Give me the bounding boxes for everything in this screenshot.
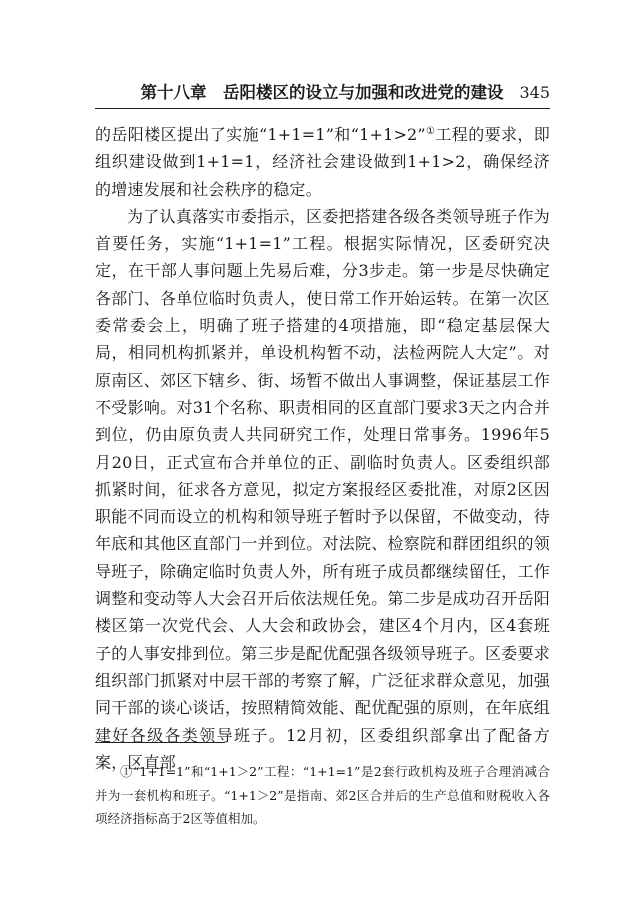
footnote-text: ①“1+1=1”和“1+1＞2”工程：“1+1=1”是2套行政机构及班子合理消减合并为一套机构和班子。“1+1＞2”是指南、郊2区合并后的生产总值和财税收入各项经济指标高于2区等值相加。: [95, 764, 550, 826]
chapter-title: 第十八章 岳阳楼区的设立与加强和改进党的建设: [140, 83, 504, 102]
paragraph-1-end: 工程的要求，即组织建设做到1+1=1，经济社会建设做到1+1>2，确保经济的增速发展和社会秩序的稳定。: [95, 125, 551, 199]
footnote-reference-mark[interactable]: ①: [425, 126, 436, 137]
page-content: [95, 78, 550, 776]
body-text: [95, 121, 550, 776]
paragraph-1-start: 的岳阳楼区提出了实施“1+1=1”和“1+1>2”: [95, 125, 426, 144]
running-header: [95, 78, 550, 109]
paragraph-1: [95, 121, 550, 203]
footnote-divider: [95, 742, 225, 743]
footnote: [95, 760, 550, 831]
paragraph-2: 为了认真落实市委指示，区委把搭建各级各类领导班子作为首要任务，实施“1+1=1”工程。根据实际情况，区委研究决定，在干部人事问题上先易后难，分3步走。第一步是尽快确定各部门、各单位临时负责人，使日常工作开始运转。在第一次区委常委会上，明确了班子搭建的4项措施，即“稳定基层保大局，相同机构抓紧并，单设机构暂不动，法检两院人大定”。对原南区、郊区下辖乡、街、场暂不做出人事调整，保证基层工作不受影响。对31个名称、职责相同的区直部门要求3天之内合并到位，仍由原负责人共同研究工作，处理日常事务。1996年5月20日，正式宣布合并单位的正、副临时负责人。区委组织部抓紧时间，征求各方意见，拟定方案报经区委批准，对原2区因职能不同而设立的机构和领导班子暂时予以保留，不做变动，待年底和其他区直部门一并到位。对法院、检察院和群团组织的领导班子，除确定临时负责人外，所有班子成员都继续留任，工作调整和变动等人大会召开后依法规任免。第二步是成功召开岳阳楼区第一次党代会、人大会和政协会，建区4个月内，区4套班子的人事安排到位。第三步是配优配强各级领导班子。区委要求组织部门抓紧对中层干部的考察了解，广泛征求群众意见，加强同干部的谈心谈话，按照精简效能、配优配强的原则，在年底组建好各级各类领导班子。12月初，区委组织部拿出了配备方案，区直部: [95, 206, 550, 772]
page-number: 345: [519, 83, 550, 102]
